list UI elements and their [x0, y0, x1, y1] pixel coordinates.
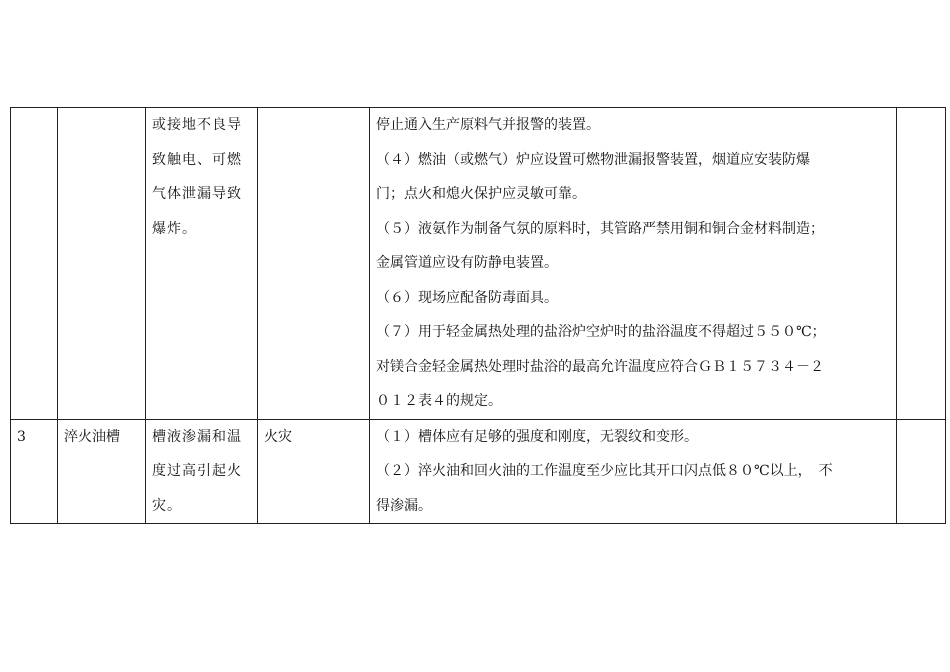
cause-line: 爆炸。 — [152, 220, 197, 237]
hazard-type-cell: 火灾 — [258, 419, 370, 524]
cause-line: 度过高引起火 — [152, 463, 242, 479]
safety-measures-cell — [370, 108, 897, 420]
equipment-name-cell — [58, 108, 146, 420]
cause-line: 槽液渗漏和温 — [152, 428, 242, 445]
measure-line: ０１２表４的规定。 — [376, 393, 502, 409]
hazard-measures-table — [10, 107, 946, 524]
equipment-name-cell: 淬火油槽 — [58, 419, 146, 524]
remark-cell — [897, 108, 946, 420]
cause-line: 灾。 — [152, 497, 182, 514]
measure-line: （１）槽体应有足够的强度和刚度，无裂纹和变形。 — [376, 428, 698, 445]
hazard-cause-cell — [146, 108, 258, 420]
cause-line: 或接地不良导 — [152, 117, 242, 133]
measure-line: 停止通入生产原料气并报警的装置。 — [376, 117, 600, 133]
safety-measures-cell — [370, 419, 897, 524]
measure-line: （７）用于轻金属热处理的盐浴炉空炉时的盐浴温度不得超过５５０℃； — [376, 324, 826, 340]
hazard-cause-cell — [146, 419, 258, 524]
hazard-type-cell — [258, 108, 370, 420]
cause-line: 气体泄漏导致 — [152, 186, 242, 202]
table-row — [11, 108, 946, 420]
measure-line: 对镁合金轻金属热处理时盐浴的最高允许温度应符合ＧＢ１５７３４－２ — [376, 358, 824, 375]
measure-line: 门；点火和熄火保护应灵敏可靠。 — [376, 186, 586, 202]
measure-line: （４）燃油（或燃气）炉应设置可燃物泄漏报警装置，烟道应安装防爆 — [376, 151, 810, 168]
table-row — [11, 419, 946, 524]
row-number-cell — [11, 108, 58, 420]
row-number-cell: 3 — [11, 419, 58, 524]
measure-line: （２）淬火油和回火油的工作温度至少应比其开口闪点低８０℃以上， 不 — [376, 463, 833, 479]
measure-line: 金属管道应设有防静电装置。 — [376, 255, 558, 271]
measure-line: 得渗漏。 — [376, 497, 432, 514]
cause-line: 致触电、可燃 — [152, 151, 242, 168]
remark-cell — [897, 419, 946, 524]
measure-line: （６）现场应配备防毒面具。 — [376, 289, 558, 306]
measure-line: （５）液氨作为制备气氛的原料时，其管路严禁用铜和铜合金材料制造； — [376, 220, 824, 237]
